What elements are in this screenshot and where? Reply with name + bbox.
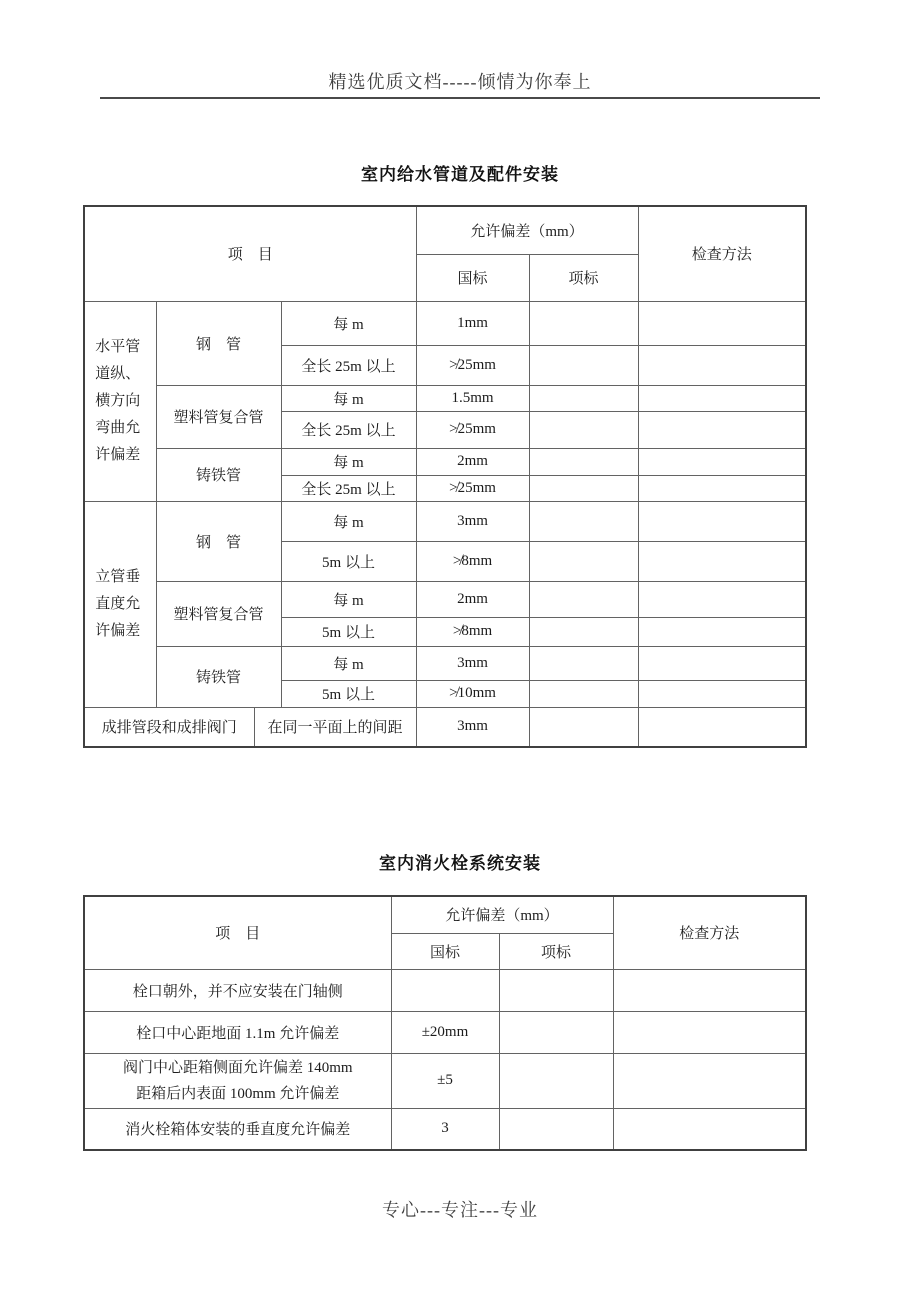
check-method-cell [638,707,806,747]
xb-value [529,448,638,475]
condition-cell: 每 m [281,448,416,475]
condition-cell: 全长 25m 以上 [281,411,416,448]
col-header-national: 国标 [416,254,529,301]
gb-value: ≯10mm [416,680,529,707]
col-header-deviation: 允许偏差（mm） [391,896,613,933]
condition-cell: 全长 25m 以上 [281,475,416,501]
gb-value: ≯8mm [416,617,529,646]
condition-cell: 5m 以上 [281,680,416,707]
gb-value: ≯25mm [416,475,529,501]
col-header-national: 国标 [391,933,499,969]
check-method-cell [638,617,806,646]
header-text: 精选优质文档-----倾情为你奉上 [328,72,592,92]
hydrant-item: 栓口朝外，并不应安装在门轴侧 [84,969,391,1011]
category-vertical-pipe: 立管垂直度允许偏差 [84,501,156,707]
xb-value [529,501,638,541]
hydrant-item: 消火栓箱体安装的垂直度允许偏差 [84,1108,391,1150]
check-method-cell [638,541,806,581]
gb-value: 3mm [416,707,529,747]
condition-cell: 每 m [281,581,416,617]
gb-value: 1.5mm [416,385,529,411]
col-header-method: 检查方法 [638,206,806,301]
gb-value: 3 [391,1108,499,1150]
condition-cell: 每 m [281,501,416,541]
gb-value: ≯25mm [416,411,529,448]
gb-value: ≯25mm [416,345,529,385]
fire-hydrant-table [83,895,807,1151]
check-method-cell [638,448,806,475]
pipe-type-steel: 钢 管 [156,301,281,385]
check-method-cell [638,301,806,345]
row-valves-condition: 在同一平面上的间距 [254,707,416,747]
xb-value [529,646,638,680]
category-horizontal-bend: 水平管道纵、横方向弯曲允许偏差 [84,301,156,501]
check-method-cell [613,1108,806,1150]
gb-value: 1mm [416,301,529,345]
col-header-project: 项标 [499,933,613,969]
col-header-item: 项 目 [84,206,416,301]
check-method-cell [638,475,806,501]
check-method-cell [638,345,806,385]
gb-value: 2mm [416,581,529,617]
pipe-type-castiron: 铸铁管 [156,448,281,501]
pipe-type-plastic: 塑料管复合管 [156,581,281,646]
table1-title: 室内给水管道及配件安装 [361,165,559,184]
gb-value [391,969,499,1011]
pipe-type-castiron: 铸铁管 [156,646,281,707]
xb-value [529,301,638,345]
condition-cell: 每 m [281,385,416,411]
table2-title: 室内消火栓系统安装 [379,854,541,873]
col-header-deviation: 允许偏差（mm） [416,206,638,254]
check-method-cell [613,969,806,1011]
hydrant-item: 阀门中心距箱侧面允许偏差 140mm 距箱后内表面 100mm 允许偏差 [84,1053,391,1108]
check-method-cell [638,646,806,680]
xb-value [529,411,638,448]
condition-cell: 每 m [281,646,416,680]
xb-value [529,707,638,747]
pipe-type-plastic: 塑料管复合管 [156,385,281,448]
pipe-type-steel: 钢 管 [156,501,281,581]
check-method-cell [613,1053,806,1108]
check-method-cell [638,385,806,411]
check-method-cell [613,1011,806,1053]
xb-value [529,617,638,646]
row-valves-item: 成排管段和成排阀门 [84,707,254,747]
col-header-project: 项标 [529,254,638,301]
condition-cell: 每 m [281,301,416,345]
col-header-item: 项 目 [84,896,391,969]
xb-value [529,541,638,581]
hydrant-item: 栓口中心距地面 1.1m 允许偏差 [84,1011,391,1053]
xb-value [529,475,638,501]
xb-value [529,345,638,385]
gb-value: ±20mm [391,1011,499,1053]
water-pipe-table [83,205,807,748]
check-method-cell [638,501,806,541]
condition-cell: 5m 以上 [281,617,416,646]
condition-cell: 全长 25m 以上 [281,345,416,385]
xb-value [499,1108,613,1150]
check-method-cell [638,411,806,448]
col-header-method: 检查方法 [613,896,806,969]
xb-value [529,581,638,617]
xb-value [529,385,638,411]
check-method-cell [638,581,806,617]
header-rule [100,97,820,99]
xb-value [499,1053,613,1108]
gb-value: 2mm [416,448,529,475]
condition-cell: 5m 以上 [281,541,416,581]
gb-value: ±5 [391,1053,499,1108]
gb-value: 3mm [416,501,529,541]
gb-value: ≯8mm [416,541,529,581]
check-method-cell [638,680,806,707]
footer-text: 专心---专注---专业 [382,1200,538,1220]
xb-value [499,969,613,1011]
gb-value: 3mm [416,646,529,680]
xb-value [499,1011,613,1053]
xb-value [529,680,638,707]
